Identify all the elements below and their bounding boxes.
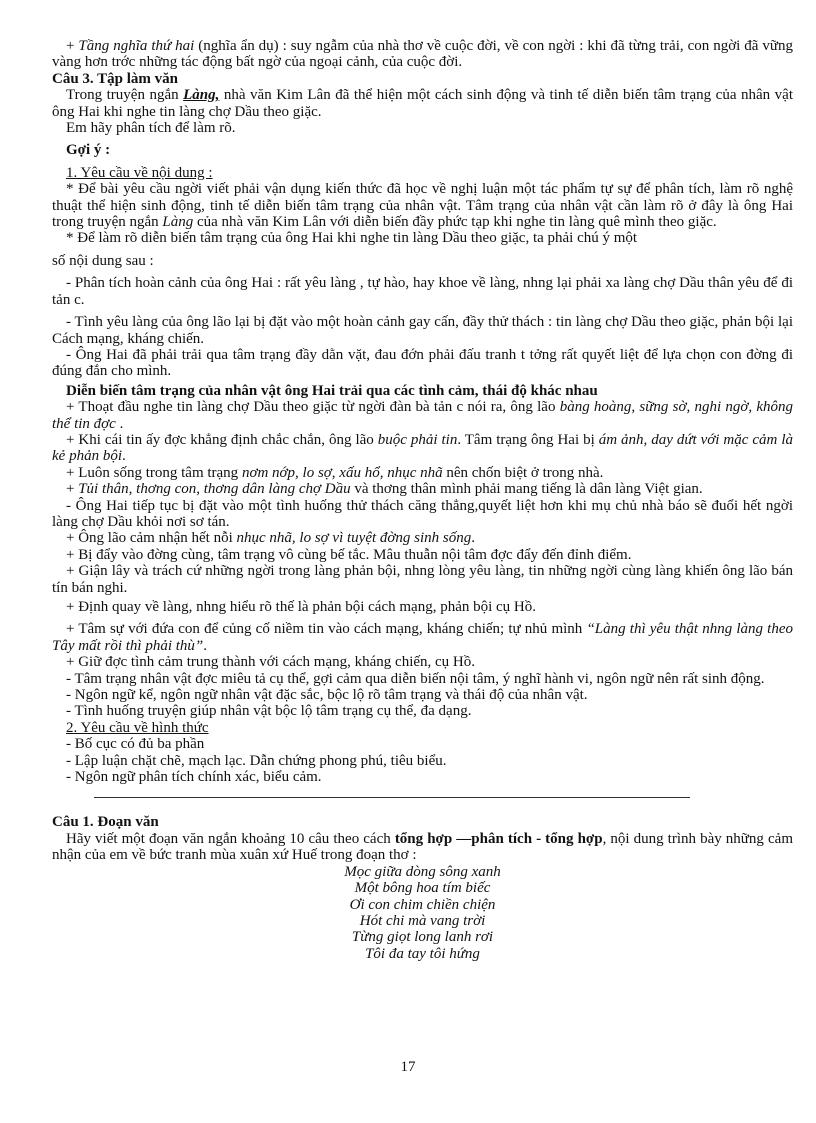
intro-text-rest: nhà văn Kim Lân đã thể hiện một cách sinh động và tinh tế diễn biến tâm trạng của nhân vật ông Hai khi nghe tin làng chợ Dầu theo giặc. (52, 87, 793, 120)
item-text-end: nên chốn biệt ở trong nhà. (442, 464, 604, 481)
art-point: - Ngôn ngữ kể, ngôn ngữ nhân vật đặc sắc, bộc lộ rõ tâm trạng và thái độ của nhân vật. (66, 687, 588, 704)
form-item: - Lập luận chặt chẽ, mạch lạc. Dẫn chứng phong phú, tiêu biểu. (66, 752, 447, 769)
section-title-cau3: Câu 3. Tập làm văn (52, 70, 179, 87)
item-italic: nơm nớp, lo sợ, xấu hổ, nhục nhã (241, 464, 443, 481)
point-circumstance: - Phân tích hoàn cảnh của ông Hai : rất yêu làng , tự hào, hay khoe về làng, nhng lại phải xa làng chợ Dầu thân yêu để đi tản c. (52, 275, 793, 308)
item-text: + Tâm sự với đứa con để củng cố niềm tin vào cách mạng, kháng chiến; tự nhủ mình (66, 621, 587, 638)
form-requirement-heading: 2. Yêu cầu về hình thức (66, 719, 209, 736)
item-text: + Thoạt đầu nghe tin làng chợ Dầu theo giặc từ ngời đàn bà tản c nói ra, ông lão (66, 399, 560, 416)
cau1-prompt (52, 831, 793, 864)
prompt-bold: tổng hợp —phân tích - tổng hợp (394, 830, 603, 847)
form-item: - Bố cục có đủ ba phần (66, 736, 205, 753)
development-heading: Diễn biến tâm trạng của nhân vật ông Hai trải qua các tình cảm, thái độ khác nhau (66, 382, 598, 399)
item-italic: Tủi thân, thơng con, thơng dân làng chợ Dầu (78, 481, 351, 498)
story-title: Làng (162, 214, 194, 231)
poem-line: Tôi đa tay tôi hứng (365, 945, 480, 962)
intro-text: Trong truyện ngắn (66, 87, 184, 104)
development-item (52, 399, 793, 432)
poem-line: Ơi con chim chiền chiện (349, 896, 496, 913)
development-item (52, 465, 793, 481)
development-item: + Giữ đợc tình cảm trung thành với cách mạng, kháng chiến, cụ Hồ. (66, 654, 476, 671)
page-number: 17 (400, 1059, 416, 1075)
item-italic: nhục nhã, lo sợ vì tuyệt đờng sinh sống (236, 530, 472, 547)
item-text: + Luôn sống trong tâm trạng (66, 464, 242, 481)
poem-line: Mọc giữa dòng sông xanh (344, 863, 501, 880)
art-point: - Tâm trạng nhân vật đợc miêu tả cụ thể, gợi cảm qua diễn biến nội tâm, ý nghĩ hành vi, ngôn ngữ nên rất sinh động. (66, 670, 765, 687)
item-text-end: . (471, 530, 476, 547)
development-item (52, 530, 793, 546)
paragraph-text-rest: của nhà văn Kim Lân với diễn biến đầy phức tạp khi nghe tin làng quê mình theo giặc. (193, 214, 717, 231)
bullet: + (66, 38, 79, 54)
point-struggle: - Ông Hai đã phải trải qua tâm trạng đầy dằn vặt, đau đớn phải đấu tranh t tởng rất quyết liệt để lựa chọn con đờng đi đúng đắn cho mình. (52, 346, 793, 380)
approach-line-1: * Để làm rõ diễn biến tâm trạng của ông Hai khi nghe tin làng Dầu theo giặc, ta phải chú ý một (66, 230, 638, 247)
hint-heading: Gợi ý : (66, 142, 111, 159)
development-item: + Giận lây và trách cứ những ngời trong làng phản bội, nhng lòng yêu làng, tin những ngời cùng làng khiến ông lão bán tín bán nghi. (52, 563, 793, 596)
development-item (52, 481, 793, 497)
point-challenge: - Tình yêu làng của ông lão lại bị đặt vào một hoàn cảnh gay cấn, đầy thử thách : tin làng chợ Dầu theo giặc, phản bội lại Cách mạng, kháng chiến. (52, 314, 793, 347)
situation-paragraph: - Ông Hai tiếp tục bị đặt vào một tình huống thử thách căng thẳng,quyết liệt hơn khi mụ chủ nhà báo sẽ đuổi hết ngời làng chợ Dầu khỏi nơi sơ tán. (52, 497, 793, 530)
prompt-text-rest: , nội dung trình bày những cảm nhận của em về bức tranh mùa xuân xứ Huế trong đoạn thơ : (52, 830, 793, 864)
item-text-end: và thơng thân mình phải mang tiếng là dân làng Việt gian. (350, 481, 703, 498)
item-text-end: . (121, 448, 126, 465)
item-text-end: . (115, 415, 124, 432)
item-italic-2: ám ảnh, day dứt với mặc cảm là kẻ phản bội (52, 431, 793, 465)
prompt-text: Hãy viết một đoạn văn ngắn khoảng 10 câu theo cách (66, 830, 395, 847)
approach-line-2: số nội dung sau : (52, 252, 154, 269)
document-page (52, 38, 793, 962)
development-item: + Định quay về làng, nhng hiểu rõ thế là phản bội cách mạng, phản bội cụ Hồ. (66, 599, 537, 615)
section-title-cau1: Câu 1. Đoạn văn (52, 814, 159, 831)
story-title-lang: Làng, (183, 87, 220, 104)
art-point: - Tình huống truyện giúp nhân vật bộc lộ tâm trạng cụ thể, đa dạng. (66, 703, 472, 720)
development-item: + Bị đẩy vào đờng cùng, tâm trạng vô cùng bế tắc. Mâu thuẫn nội tâm đợc đẩy đến đỉnh điểm. (66, 546, 632, 563)
item-text: + (66, 481, 79, 498)
poem-line: Một bông hoa tím biếc (354, 880, 491, 897)
task-line: Em hãy phân tích để làm rõ. (66, 120, 236, 137)
form-item: - Ngôn ngữ phân tích chính xác, biểu cảm. (66, 769, 322, 786)
item-text-end: . (203, 637, 208, 654)
paragraph-second-meaning (52, 38, 793, 71)
paragraph-text: (nghĩa ẩn dụ) : suy ngẫm của nhà thơ về cuộc đời, về con ngời : khi đã từng trải, con ngời đã vững vàng hơn trớc những tác động bất ngờ của ngoại cảnh, của cuộc đời. (52, 38, 793, 71)
poem-line: Hót chi mà vang trời (359, 912, 486, 929)
item-text-mid: . Tâm trạng ông Hai bị (457, 431, 599, 448)
requirement-paragraph (52, 181, 793, 230)
item-italic: bàng hoàng, sững sờ, nghi ngờ, không thể tin đợc (52, 399, 793, 432)
poem-line: Từng giọt long lanh rơi (351, 929, 494, 946)
intro-paragraph (52, 87, 793, 120)
paragraph-text: * Để bài yêu cầu ngời viết phải vận dụng kiến thức đã học về nghị luận một tác phẩm tự sự để phân tích, làm rõ nghệ thuật thể hiện sinh động, tinh tế diễn biến tâm trạng của nhân vật. Tâm trạng của nhân vật cần làm rõ ở đây là ông Hai trong truyện ngắn (52, 181, 793, 231)
development-item (52, 432, 793, 465)
italic-phrase: Tầng nghĩa thứ hai (78, 38, 195, 54)
development-item (52, 621, 793, 654)
section-divider (94, 797, 690, 798)
item-quote: “Làng thì yêu thật nhng làng theo Tây mất rồi thì phải thù” (52, 621, 794, 654)
item-text: + Khi cái tin ấy đợc khẳng định chắc chắn, ông lão (66, 431, 378, 448)
content-requirement-heading: 1. Yêu cầu về nội dung : (66, 164, 213, 181)
item-italic: buộc phải tin (377, 431, 458, 448)
item-text: + Ông lão cảm nhận hết nỗi (66, 530, 237, 547)
